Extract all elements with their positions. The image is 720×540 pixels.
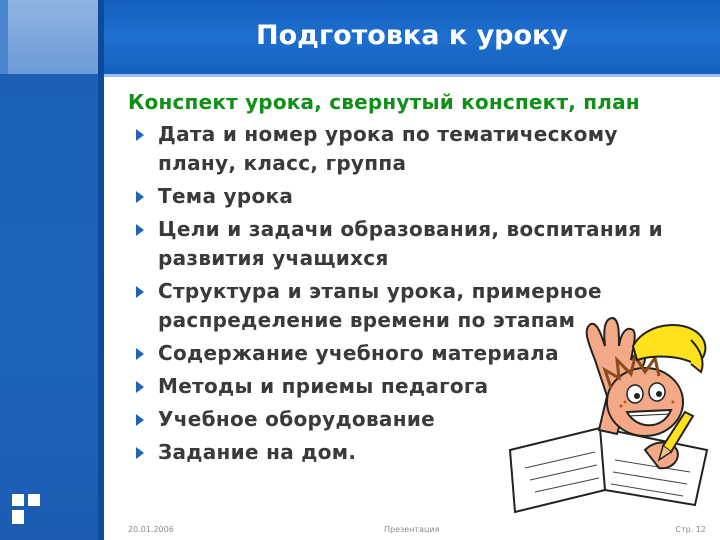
list-item-text: Задание на дом. [158, 440, 357, 464]
content-heading: Конспект урока, свернутый конспект, план [128, 90, 640, 114]
list-item-text: Структура и этапы урока, примерное распределение времени по этапам [158, 279, 602, 332]
logo-square [12, 510, 24, 524]
list-item-text: Тема урока [158, 184, 294, 208]
slide-title: Подготовка к уроку [256, 20, 568, 51]
triangle-bullet-icon [136, 414, 144, 426]
triangle-bullet-icon [136, 191, 144, 203]
list-item-text: Дата и номер урока по тематическому плану, класс, группа [158, 122, 618, 175]
triangle-bullet-icon [136, 286, 144, 298]
list-item [128, 182, 698, 211]
title-underline [104, 74, 720, 77]
logo-square [12, 494, 24, 506]
list-item-text: Содержание учебного материала [158, 341, 559, 365]
triangle-bullet-icon [136, 348, 144, 360]
schoolboy-writing-illustration [495, 300, 720, 522]
footer-center-label: Презентация [384, 525, 440, 534]
footer-page-number: Стр. 12 [675, 525, 706, 534]
left-sidebar-band [0, 0, 104, 540]
triangle-bullet-icon [136, 447, 144, 459]
footer-date: 20.01.2006 [128, 525, 174, 534]
list-item [128, 215, 698, 273]
left-accent-stripe [98, 0, 104, 540]
list-item-text: Методы и приемы педагога [158, 374, 489, 398]
logo-square [28, 494, 40, 506]
list-item-text: Цели и задачи образования, воспитания и развития учащихся [158, 217, 663, 270]
list-item [128, 120, 698, 178]
triangle-bullet-icon [136, 224, 144, 236]
triangle-bullet-icon [136, 381, 144, 393]
triangle-bullet-icon [136, 129, 144, 141]
left-top-highlight [8, 0, 98, 74]
list-item-text: Учебное оборудование [158, 407, 436, 431]
left-top-panel [0, 0, 104, 74]
